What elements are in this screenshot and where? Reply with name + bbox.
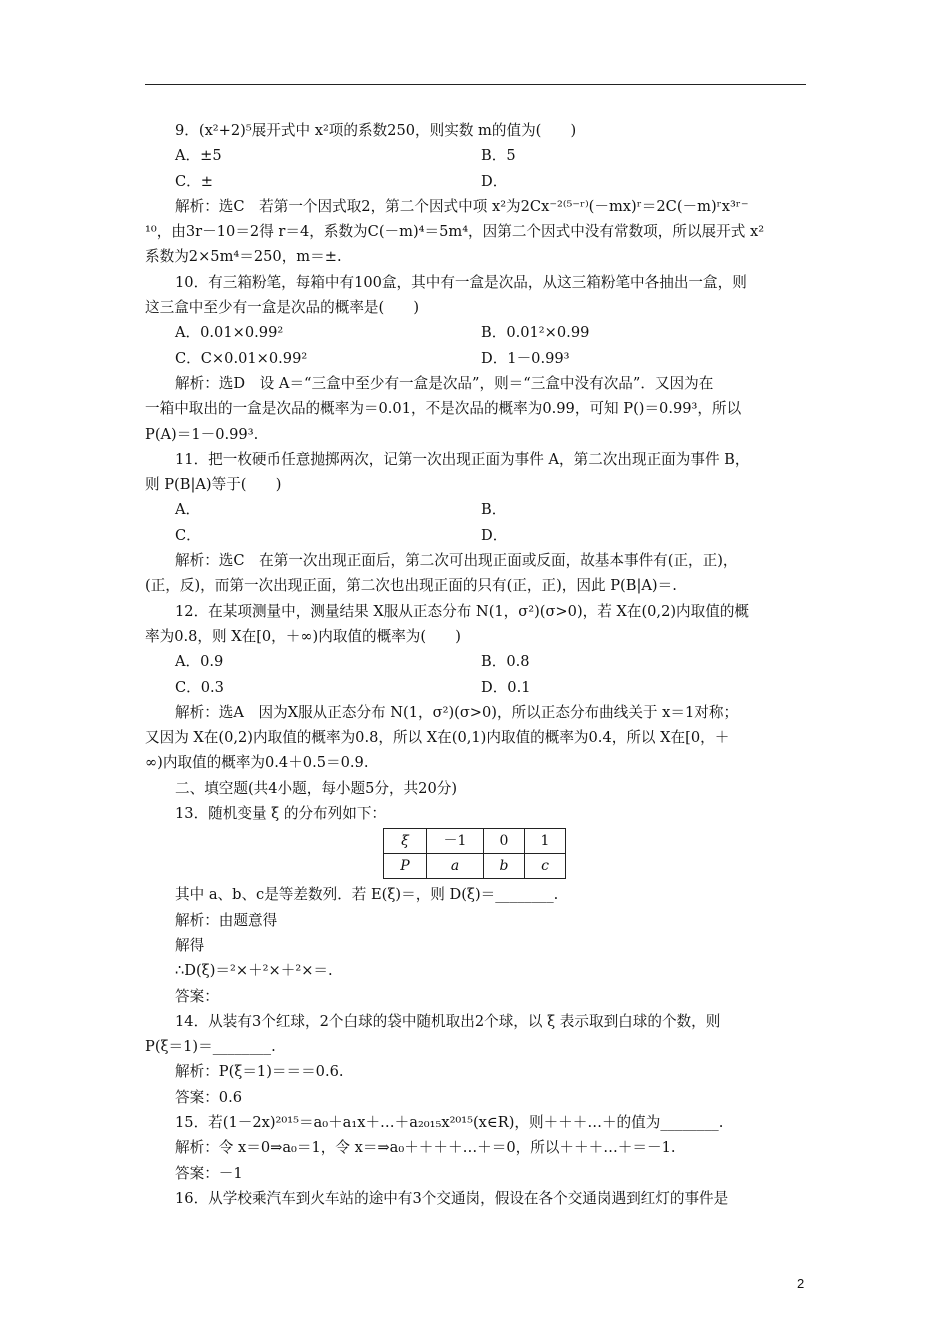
solution-13-line-2: 解得 [175, 936, 205, 954]
question-15: 15．若(1－2x)²⁰¹⁵＝a₀＋a₁x＋…＋a₂₀₁₅x²⁰¹⁵(x∈R)，则＋＋＋…＋的值为________. [175, 1113, 724, 1131]
solution-11-line-1: 解析：选C 在第一次出现正面后，第二次可出现正面或反面，故基本事件有(正，正)， [175, 552, 738, 570]
question-9-options-cd [145, 169, 806, 194]
option-a: A． [175, 501, 201, 519]
question-10-line-2: 这三盒中至少有一盒是次品的概率是( ) [145, 299, 420, 317]
solution-12-line-1: 解析：选A 因为X服从正态分布 N(1，σ²)(σ>0)，所以正态分布曲线关于 x＝1对称； [175, 703, 739, 721]
question-11-options-ab [145, 497, 806, 522]
solution-9-line-3: 系数为2×5m⁴＝250，m＝±. [145, 248, 342, 266]
page-number: 2 [797, 1276, 805, 1291]
option-d: D． [481, 526, 508, 544]
option-d: D．0.1 [481, 678, 531, 696]
table-cell: ξ [384, 829, 427, 854]
option-a: A．±5 [175, 147, 222, 165]
question-12-line-2: 率为0.8，则 X在[0，＋∞)内取值的概率为( ) [145, 627, 461, 645]
section-heading-fill-in: 二、填空题(共4小题，每小题5分，共20分) [175, 779, 458, 797]
option-a: A．0.9 [175, 653, 224, 671]
solution-11-line-2: (正，反)，而第一次出现正面，第二次也出现正面的只有(正，正)，因此 P(B|A)＝. [145, 577, 677, 595]
table-row [384, 829, 566, 854]
question-10: 10．有三箱粉笔，每箱中有100盒，其中有一盒是次品，从这三箱粉笔中各抽出一盒，则 [175, 273, 747, 291]
question-11: 11．把一枚硬币任意抛掷两次，记第一次出现正面为事件 A，第二次出现正面为事件 B， [175, 450, 750, 468]
question-14: 14．从装有3个红球，2个白球的袋中随机取出2个球，以 ξ 表示取到白球的个数，则 [175, 1012, 721, 1030]
solution-13-line-1: 解析：由题意得 [175, 911, 278, 929]
solution-15: 解析：令 x＝0⇒a₀＝1，令 x＝⇒a₀＋＋＋＋…＋＝0，所以＋＋＋…＋＝－1. [175, 1139, 676, 1157]
question-9-options-ab [145, 143, 806, 168]
option-c: C．0.3 [175, 678, 224, 696]
option-c: C． [175, 526, 201, 544]
table-row [384, 854, 566, 879]
table-cell: P [384, 854, 427, 879]
distribution-table [383, 828, 566, 879]
solution-14: 解析：P(ξ＝1)＝＝＝0.6. [175, 1063, 344, 1081]
answer-13: 答案： [175, 987, 219, 1005]
option-b: B．0.01²×0.99 [481, 324, 590, 342]
table-cell: c [525, 854, 566, 879]
question-14-line-2: P(ξ＝1)＝________. [145, 1038, 276, 1056]
option-d: D． [481, 172, 508, 190]
solution-10-line-2: 一箱中取出的一盒是次品的概率为＝0.01，不是次品的概率为0.99，可知 P()＝0.99³，所以 [145, 400, 742, 418]
solution-13-line-3: ∴D(ξ)＝²×＋²×＋²×＝. [175, 962, 333, 980]
option-c: C．C×0.01×0.99² [175, 349, 308, 367]
option-b: B．0.8 [481, 653, 530, 671]
solution-9-line-1: 解析：选C 若第一个因式取2，第二个因式中项 x²为2Cx⁻²⁽⁵⁻ʳ⁾(－mx)ʳ＝2C(－m)ʳx³ʳ⁻ [175, 197, 749, 215]
table-cell: 0 [484, 829, 525, 854]
table-cell: 1 [525, 829, 566, 854]
solution-10-line-3: P(A)＝1－0.99³. [145, 425, 259, 443]
header-rule [145, 84, 806, 85]
solution-12-line-2: 又因为 X在(0,2)内取值的概率为0.8，所以 X在(0,1)内取值的概率为0.4，所以 X在[0，＋ [145, 729, 730, 747]
question-13: 13．随机变量 ξ 的分布列如下： [175, 805, 387, 823]
question-10-options-cd [145, 346, 806, 371]
question-10-options-ab [145, 320, 806, 345]
question-13-after-table: 其中 a、b、c是等差数列．若 E(ξ)＝，则 D(ξ)＝________. [175, 886, 559, 904]
question-12-options-ab [145, 649, 806, 674]
question-11-line-2: 则 P(B|A)等于( ) [145, 476, 282, 494]
table-cell: b [484, 854, 525, 879]
question-11-options-cd [145, 523, 806, 548]
table-cell: －1 [427, 829, 484, 854]
question-9: 9．(x²+2)⁵展开式中 x²项的系数250，则实数 m的值为( ) [175, 122, 577, 139]
option-c: C．± [175, 172, 213, 190]
question-16: 16．从学校乘汽车到火车站的途中有3个交通岗，假设在各个交通岗遇到红灯的事件是 [175, 1189, 729, 1207]
option-b: B． [481, 501, 507, 519]
question-12: 12．在某项测量中，测量结果 X服从正态分布 N(1，σ²)(σ>0)，若 X在(0,2)内取值的概 [175, 602, 750, 620]
answer-15: 答案：－1 [175, 1164, 243, 1182]
table-cell: a [427, 854, 484, 879]
option-d: D．1－0.99³ [481, 349, 570, 367]
solution-9-line-2: ¹⁰，由3r－10＝2得 r＝4，系数为C(－m)⁴＝5m⁴，因第二个因式中没有常数项，所以展开式 x² [145, 223, 765, 241]
option-b: B．5 [481, 147, 516, 165]
answer-14: 答案：0.6 [175, 1088, 242, 1106]
solution-12-line-3: ∞)内取值的概率为0.4＋0.5＝0.9. [145, 754, 369, 772]
solution-10-line-1: 解析：选D 设 A＝“三盒中至少有一盒是次品”，则＝“三盒中没有次品”．又因为在 [175, 374, 714, 392]
page-content [145, 118, 806, 1211]
question-12-options-cd [145, 675, 806, 700]
option-a: A．0.01×0.99² [175, 324, 284, 342]
